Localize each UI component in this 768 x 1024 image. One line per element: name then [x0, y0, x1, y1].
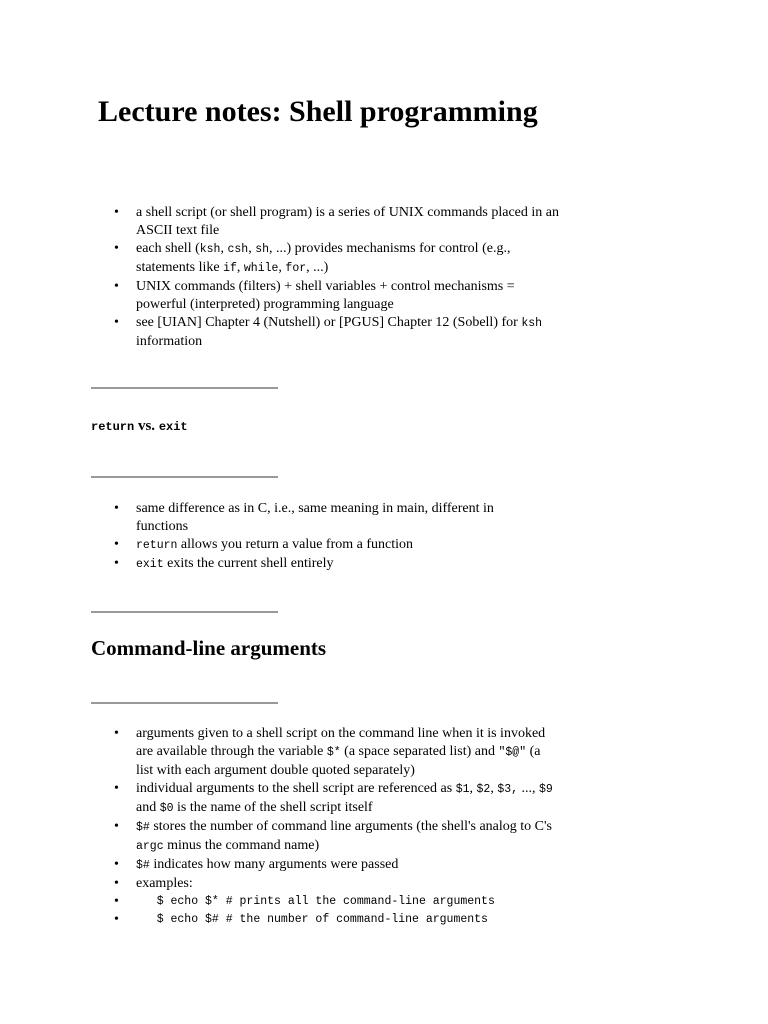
- code-example: • $ echo $* # prints all the command-line arguments: [114, 894, 495, 909]
- list-item: • each shell (ksh, csh, sh, ...) provides mechanisms for control (e.g., statements like if, while, for, ...): [114, 241, 511, 275]
- cmdline-list: [114, 725, 556, 929]
- bullet: •: [114, 279, 119, 294]
- bullet: •: [114, 912, 119, 927]
- list-item: • individual arguments to the shell script are referenced as $1, $2, $3, ..., $9 and $0 is the name of the shell script itself: [114, 781, 553, 815]
- bullet: •: [114, 857, 119, 872]
- return-exit-list: [114, 500, 536, 574]
- bullet: •: [114, 726, 119, 741]
- bullet: •: [114, 556, 119, 571]
- bullet: •: [114, 894, 119, 909]
- bullet: •: [114, 819, 119, 834]
- bullet: •: [114, 876, 119, 891]
- divider: [91, 387, 278, 389]
- list-item: • a shell script (or shell program) is a series of UNIX commands placed in an ASCII text file: [114, 205, 559, 238]
- list-item: • $# stores the number of command line arguments (the shell's analog to C's argc minus the command name): [114, 819, 552, 853]
- bullet: •: [114, 241, 119, 256]
- list-item: • arguments given to a shell script on the command line when it is invoked are available through the variable $* (a space separated list) and "$@" (a list with each argument double quoted separately): [114, 726, 546, 778]
- code-example: • $ echo $# # the number of command-line arguments: [114, 912, 488, 927]
- list-item: • return allows you return a value from a function: [114, 537, 414, 552]
- bullet: •: [114, 537, 119, 552]
- intro-list: [114, 204, 566, 351]
- list-item: • $# indicates how many arguments were passed: [114, 857, 399, 872]
- list-item: • UNIX commands (filters) + shell variables + control mechanisms = powerful (interpreted) programming language: [114, 279, 515, 312]
- page-title: Lecture notes: Shell programming: [98, 95, 538, 128]
- bullet: •: [114, 501, 119, 516]
- divider: [91, 476, 278, 478]
- list-item: • examples:: [114, 876, 193, 891]
- divider: [91, 611, 278, 613]
- return-vs-exit-heading: return vs. exit: [91, 418, 188, 434]
- section-heading: Command-line arguments: [91, 636, 327, 660]
- list-item: • same difference as in C, i.e., same meaning in main, different in functions: [114, 501, 494, 534]
- list-item: • see [UIAN] Chapter 4 (Nutshell) or [PGUS] Chapter 12 (Sobell) for ksh information: [114, 315, 543, 349]
- bullet: •: [114, 315, 119, 330]
- bullet: •: [114, 781, 119, 796]
- bullet: •: [114, 205, 119, 220]
- divider: [91, 702, 278, 704]
- list-item: • exit exits the current shell entirely: [114, 556, 334, 571]
